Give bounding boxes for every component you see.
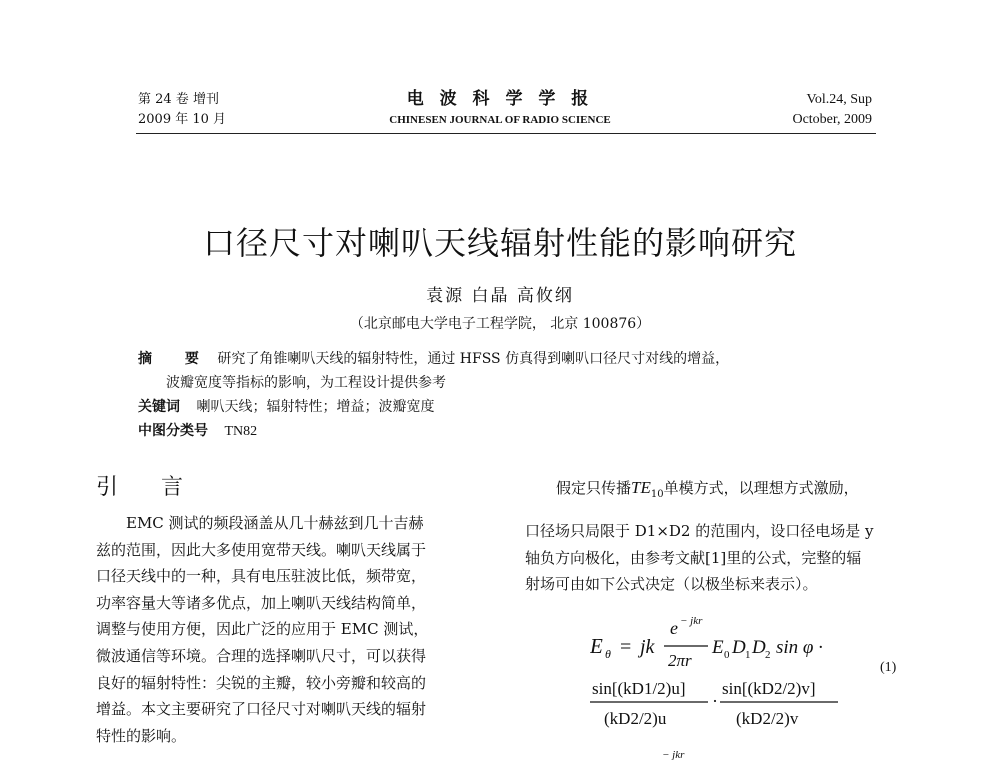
eq-f1-den: (kD2/2)u xyxy=(604,709,667,728)
header-right xyxy=(792,90,872,130)
header-center xyxy=(330,88,670,128)
header-rule xyxy=(136,133,876,134)
keywords-label: 关键词 xyxy=(138,399,180,415)
left-line-6: 良好的辐射特性：尖锐的主瓣，较小旁瓣和较高的 xyxy=(96,673,427,692)
abstract-text-2: 波瓣宽度等指标的影响，为工程设计提供参考 xyxy=(166,375,446,391)
paper-title: 口径尺寸对喇叭天线辐射性能的影响研究 xyxy=(202,224,797,262)
journal-name-cn: 电 波 科 学 学 报 xyxy=(406,89,594,109)
volume-cn: 第 24 卷 增刊 xyxy=(138,92,219,107)
right-line-0: 口径场只局限于 D1×D2 的范围内，设口径电场是 y xyxy=(525,522,874,540)
clc-line xyxy=(138,419,868,444)
header-left xyxy=(138,90,226,130)
te-mode-sub: 10 xyxy=(650,489,664,500)
left-line-4: 调整与使用方便，因此广泛的应用于 EMC 测试， xyxy=(96,620,429,639)
keywords-line xyxy=(138,395,868,419)
clc-label: 中图分类号 xyxy=(138,423,208,439)
abstract-line-2 xyxy=(138,371,868,395)
left-line-0: EMC 测试的频段涵盖从几十赫兹到几十吉赫 xyxy=(126,514,424,532)
right-first-post: 单模方式，以理想方式激励， xyxy=(663,479,859,497)
eq-d2-sub: 2 xyxy=(765,649,771,661)
eq-d1: D xyxy=(732,637,746,658)
left-line-2: 口径天线中的一种，具有电压驻波比低，频带宽， xyxy=(96,567,427,586)
left-column xyxy=(96,510,491,749)
eq-next-exp: − jkr xyxy=(662,749,685,760)
paper-authors: 袁源 白晶 高攸纲 xyxy=(426,286,574,306)
date-cn: 2009 年 10 月 xyxy=(138,112,227,127)
eq-lhs: E xyxy=(590,634,603,658)
eq-exp-sup: − jkr xyxy=(680,615,703,627)
equation-number: (1) xyxy=(880,660,897,675)
right-column xyxy=(525,518,905,598)
keywords-text: 喇叭天线；辐射特性；增益；波瓣宽度 xyxy=(196,399,435,415)
eq-lhs-sub: θ xyxy=(605,647,611,661)
eq-d1-sub: 1 xyxy=(745,649,751,661)
eq-dot: · xyxy=(712,691,718,711)
te-mode: TE xyxy=(631,478,651,497)
eq-exp-den: 2πr xyxy=(668,651,692,670)
equation-1 xyxy=(590,610,890,760)
eq-d2: D xyxy=(752,637,766,658)
abstract-label: 摘 要 xyxy=(138,351,213,367)
left-line-1: 兹的范围，因此大多使用宽带天线。喇叭天线属于 xyxy=(96,540,427,559)
abstract-line-1 xyxy=(138,347,868,371)
left-line-3: 功率容量大等诸多优点，加上喇叭天线结构简单， xyxy=(96,593,427,612)
abstract-text-1: 研究了角锥喇叭天线的辐射特性，通过 HFSS 仿真得到喇叭口径尺寸对线的增益， xyxy=(217,351,730,367)
paper-affiliation: （北京邮电大学电子工程学院， 北京 100876） xyxy=(349,316,651,332)
abstract-block xyxy=(138,347,868,444)
clc-code: TN82 xyxy=(224,424,258,439)
eq-sinphi: sin φ · xyxy=(776,637,823,658)
right-line-2: 射场可由如下公式决定（以极坐标来表示）。 xyxy=(525,575,818,594)
left-line-7: 增益。本文主要研究了口径尺寸对喇叭天线的辐射 xyxy=(96,700,427,719)
journal-name-en: CHINESEN JOURNAL OF RADIO SCIENCE xyxy=(389,114,611,126)
left-line-5: 微波通信等环境。合理的选择喇叭尺寸，可以获得 xyxy=(96,646,427,665)
eq-f2-num: sin[(kD2/2)v] xyxy=(722,679,816,698)
left-line-8: 特性的影响。 xyxy=(96,726,187,745)
eq-e0: E xyxy=(712,637,724,658)
eq-equals: = xyxy=(620,636,632,658)
eq-e0-sub: 0 xyxy=(724,649,730,661)
volume-en: Vol.24, Sup xyxy=(806,92,872,107)
eq-exp-base: e xyxy=(670,618,678,638)
right-first-pre: 假定只传播 xyxy=(556,479,632,497)
eq-f2-den: (kD2/2)v xyxy=(736,709,799,728)
eq-jk: jk xyxy=(640,636,655,658)
right-first-line xyxy=(556,475,906,508)
section-heading: 引 言 xyxy=(96,475,201,500)
eq-f1-num: sin[(kD1/2)u] xyxy=(592,679,686,698)
date-en: October, 2009 xyxy=(792,112,872,127)
right-line-1: 轴负方向极化，由参考文献[1]里的公式，完整的辐 xyxy=(525,548,862,567)
